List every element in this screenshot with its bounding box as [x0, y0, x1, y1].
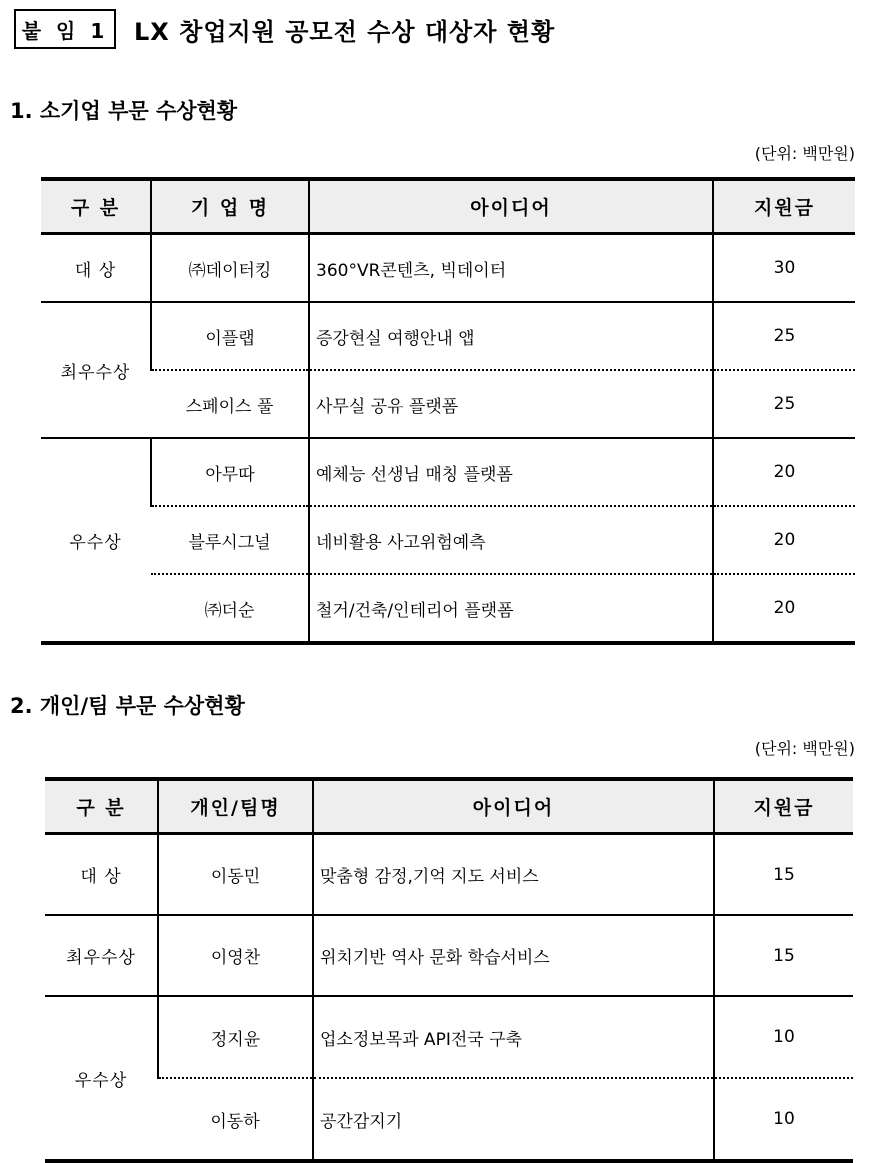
table-row: [41, 370, 855, 438]
company-name: 스페이스 풀: [151, 370, 309, 438]
support-amount: 25: [713, 302, 855, 370]
section-2-unit-note: (단위: 백만원): [754, 739, 855, 758]
award-category: 최우수상: [41, 302, 151, 438]
table-row: [45, 834, 853, 916]
table-row: [45, 996, 853, 1078]
award-category: 대 상: [74, 260, 117, 281]
team-name: 이영찬: [158, 915, 313, 996]
award-category: 대 상: [80, 867, 122, 887]
support-amount: 30: [713, 234, 855, 303]
company-name: 아무따: [151, 438, 309, 506]
company-name: 블루시그널: [151, 506, 309, 574]
award-category: 최우수상: [45, 915, 158, 996]
idea-description: 사무실 공유 플랫폼: [309, 370, 713, 438]
table-row: [45, 1078, 853, 1161]
column-header-idea: 아이디어: [309, 179, 713, 234]
support-amount: 15: [714, 915, 853, 996]
idea-description: 맞춤형 감정,기억 지도 서비스: [313, 834, 714, 916]
idea-description: 위치기반 역사 문화 학습서비스: [313, 915, 714, 996]
section-1-unit-note: (단위: 백만원): [754, 144, 855, 163]
table-header-row: [45, 779, 853, 834]
support-amount: 25: [713, 370, 855, 438]
company-name: ㈜데이터킹: [151, 234, 309, 303]
table-row: [41, 574, 855, 643]
company-name: ㈜더순: [151, 574, 309, 643]
support-amount: 10: [714, 996, 853, 1078]
support-amount: 20: [713, 574, 855, 643]
idea-description: 네비활용 사고위험예측: [309, 506, 713, 574]
support-amount: 15: [714, 834, 853, 916]
column-header-category: 구 분: [45, 779, 158, 834]
column-header-idea: 아이디어: [313, 779, 714, 834]
idea-description: 360°VR콘텐츠, 빅데이터: [309, 234, 713, 303]
award-category: 우수상: [41, 438, 151, 643]
page-title: LX 창업지원 공모전 수상 대상자 현황: [134, 17, 556, 46]
table-row: [41, 302, 855, 370]
column-header-amount: 지원금: [714, 779, 853, 834]
idea-description: 예체능 선생님 매칭 플랫폼: [309, 438, 713, 506]
individual-team-awards-table: [45, 777, 853, 1163]
column-header-amount: 지원금: [713, 179, 855, 234]
award-category: 우수상: [45, 996, 158, 1161]
support-amount: 10: [714, 1078, 853, 1161]
company-name: 이플랩: [151, 302, 309, 370]
idea-description: 철거/건축/인테리어 플랫폼: [309, 574, 713, 643]
column-header-company: 기 업 명: [151, 179, 309, 234]
team-name: 정지윤: [158, 996, 313, 1078]
table-row: [41, 234, 855, 303]
idea-description: 증강현실 여행안내 앱: [309, 302, 713, 370]
support-amount: 20: [713, 438, 855, 506]
table-row: [41, 438, 855, 506]
attachment-badge: 붙 임 1: [14, 9, 116, 49]
table-row: [45, 915, 853, 996]
team-name: 이동민: [158, 834, 313, 916]
section-1-heading: 1. 소기업 부문 수상현황: [10, 99, 238, 123]
column-header-category: 구 분: [41, 179, 151, 234]
document-header: [14, 4, 555, 54]
table-header-row: [41, 179, 855, 234]
idea-description: 공간감지기: [313, 1078, 714, 1161]
column-header-team: 개인/팀명: [158, 779, 313, 834]
support-amount: 20: [713, 506, 855, 574]
small-business-awards-table: [41, 177, 855, 645]
table-row: [41, 506, 855, 574]
idea-description: 업소정보목과 API전국 구축: [313, 996, 714, 1078]
team-name: 이동하: [158, 1078, 313, 1161]
section-2-heading: 2. 개인/팀 부문 수상현황: [10, 694, 245, 718]
